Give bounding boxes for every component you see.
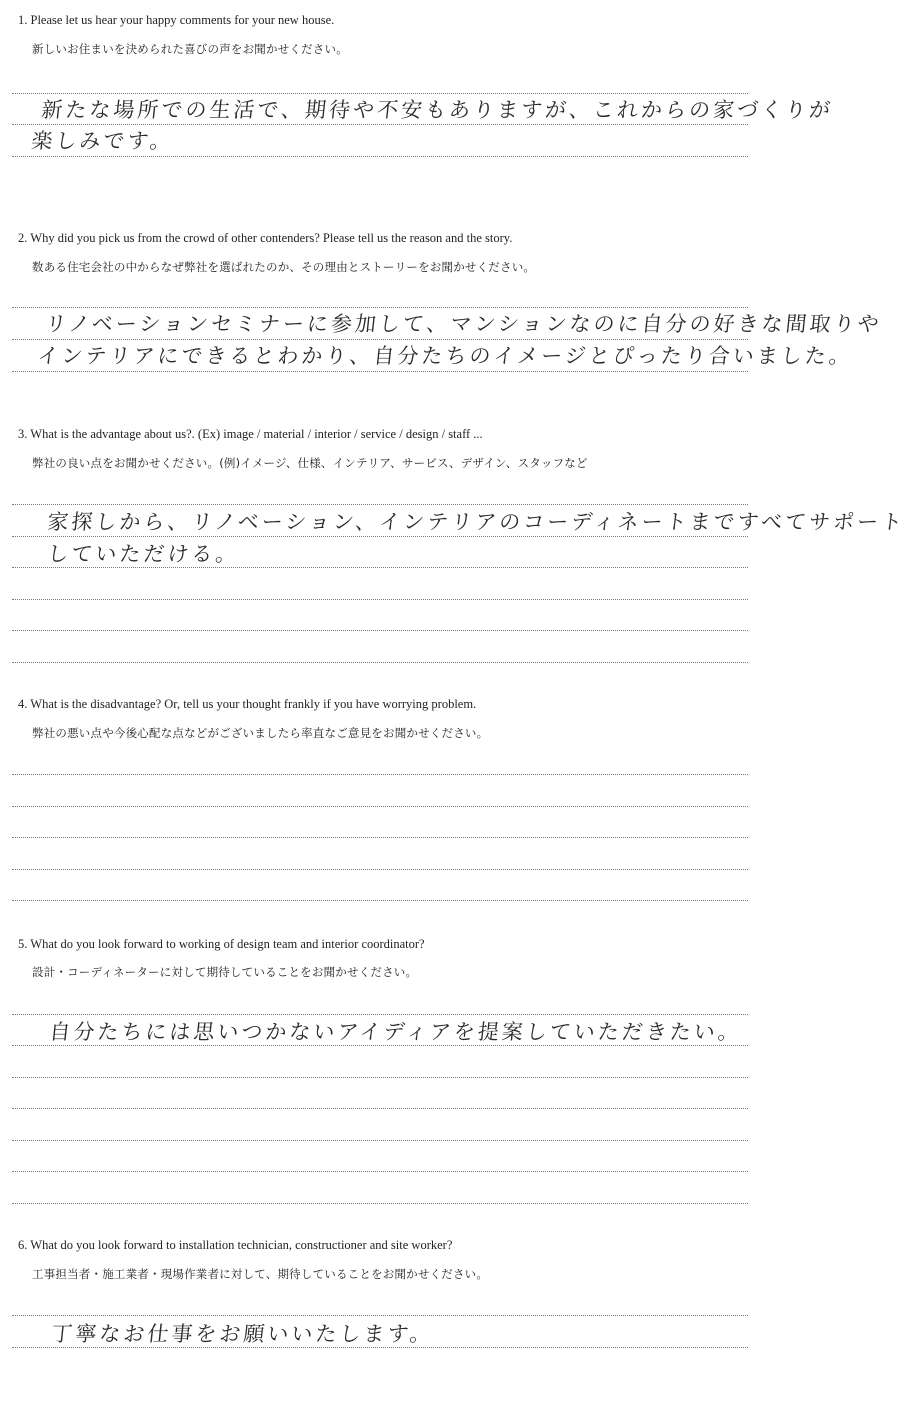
answer-1-line-1: 新たな場所での生活で、期待や不安もありますが、これからの家づくりが bbox=[40, 98, 835, 122]
question-4-japanese: 弊社の悪い点や今後心配な点などがございましたら率直なご意見をお聞かせください。 bbox=[32, 726, 489, 740]
answer-line bbox=[12, 1171, 748, 1172]
answer-line bbox=[12, 599, 748, 600]
answer-line bbox=[12, 1140, 748, 1141]
answer-1-line-2: 楽しみです。 bbox=[30, 129, 176, 153]
question-3-english: 3. What is the advantage about us?. (Ex) image / material / interior / service / design / staff ... bbox=[18, 427, 483, 441]
answer-line bbox=[12, 1108, 748, 1109]
question-3-japanese: 弊社の良い点をお聞かせください。(例)イメージ、仕様、インテリア、サービス、デザイン、スタッフなど bbox=[32, 456, 588, 470]
question-1-english: 1. Please let us hear your happy comments for your new house. bbox=[18, 13, 335, 27]
answer-line bbox=[12, 806, 748, 807]
answer-line bbox=[12, 1077, 748, 1078]
answer-line bbox=[12, 662, 748, 663]
answer-line bbox=[12, 1315, 748, 1316]
question-2-japanese: 数ある住宅会社の中からなぜ弊社を選ばれたのか、その理由とストーリーをお聞かせください。 bbox=[32, 260, 536, 274]
question-4-english: 4. What is the disadvantage? Or, tell us your thought frankly if you have worrying problem. bbox=[18, 697, 477, 711]
answer-line bbox=[12, 371, 748, 372]
answer-line bbox=[12, 1203, 748, 1204]
answer-2-line-2: インテリアにできるとわかり、自分たちのイメージとぴったり合いました。 bbox=[36, 344, 855, 368]
answer-line bbox=[12, 900, 748, 901]
answer-2-line-1: リノベーションセミナーに参加して、マンションなのに自分の好きな間取りや bbox=[44, 312, 883, 336]
question-6-japanese: 工事担当者・施工業者・現場作業者に対して、期待していることをお聞かせください。 bbox=[32, 1267, 489, 1281]
question-6-english: 6. What do you look forward to installation technician, constructioner and site worker? bbox=[18, 1238, 453, 1252]
answer-line bbox=[12, 630, 748, 631]
answer-3-line-1: 家探しから、リノベーション、インテリアのコーディネートまですべてサポート bbox=[46, 510, 907, 534]
answer-6-line-1: 丁寧なお仕事をお願いいたします。 bbox=[50, 1322, 436, 1346]
question-5-english: 5. What do you look forward to working of design team and interior coordinator? bbox=[18, 937, 425, 951]
answer-line bbox=[12, 1014, 748, 1015]
answer-5-line-1: 自分たちには思いつかないアイディアを提案していただきたい。 bbox=[48, 1020, 744, 1044]
answer-line bbox=[12, 774, 748, 775]
answer-line bbox=[12, 536, 748, 537]
answer-line bbox=[12, 504, 748, 505]
answer-3-line-2: していただける。 bbox=[46, 542, 241, 566]
answer-line bbox=[12, 869, 748, 870]
question-1-japanese: 新しいお住まいを決められた喜びの声をお聞かせください。 bbox=[32, 42, 348, 56]
question-5-japanese: 設計・コーディネーターに対して期待していることをお聞かせください。 bbox=[32, 965, 418, 979]
answer-line bbox=[12, 837, 748, 838]
question-2-english: 2. Why did you pick us from the crowd of other contenders? Please tell us the reason and the story. bbox=[18, 231, 513, 245]
answer-line bbox=[12, 156, 748, 157]
